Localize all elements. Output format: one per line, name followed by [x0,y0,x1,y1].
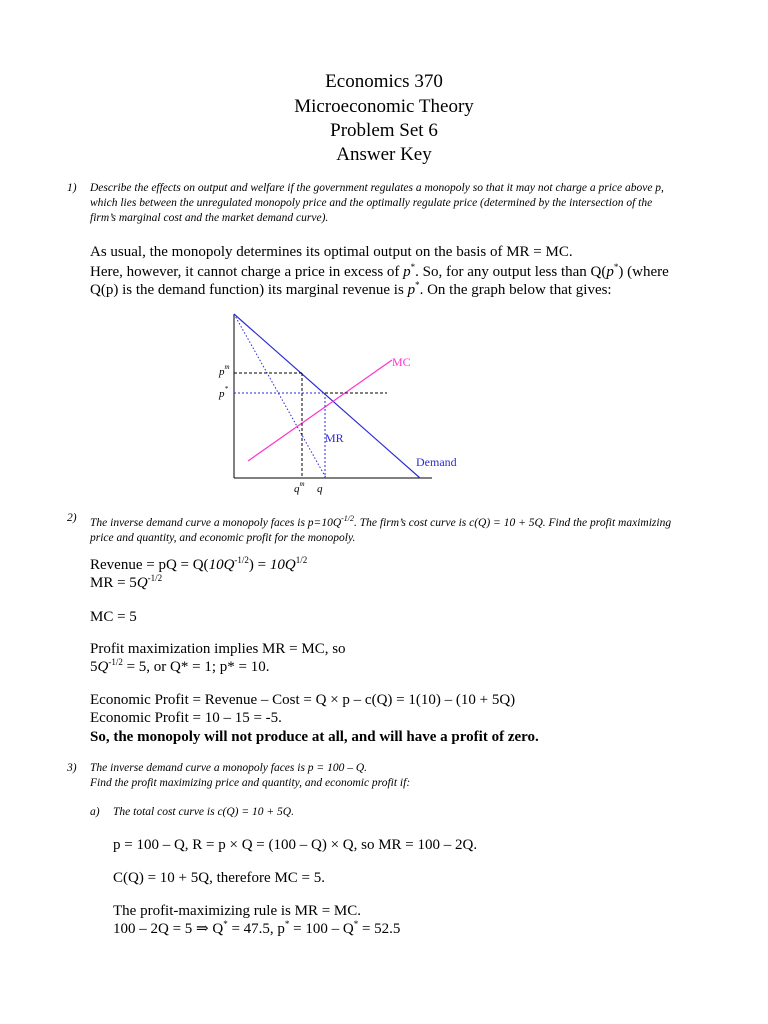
doc-title-answer-key: Answer Key [336,144,432,165]
monopoly-regulation-graph [195,300,485,500]
answer-3a-line-4: 100 – 2Q = 5 ⇒ Q* = 47.5, p* = 100 – Q* = 52.5 [113,919,401,937]
answer-2-mr: MR = $5Q^{-1/2}$ [90,573,163,591]
question-1-number: 1) [67,182,77,194]
pm-label: $p^m$ [219,363,230,378]
question-3-text-line-1: The inverse demand curve a monopoly faces is p = 100 – Q. [90,762,367,774]
demand-label: Demand [416,455,457,469]
doc-title-subject: Microeconomic Theory [294,96,474,117]
answer-2-profit-max-2: $5Q^{-1/2} = 5$, or Q* = 1; p* = 10. [90,657,270,675]
demand-curve [234,314,420,478]
answer-2-profit-max-1: Profit maximization implies MR = MC, so [90,641,346,657]
question-3-text-line-2: Find the profit maximizing price and quantity, and economic profit if: [90,777,411,789]
mr-label: MR [325,431,344,445]
question-3a-text: The total cost curve is c(Q) = 10 + 5Q. [113,806,294,818]
answer-2-conclusion: So, the monopoly will not produce at all, and will have a profit of zero. [90,729,539,745]
question-3-number: 3) [67,762,77,774]
question-2-number: 2) [67,512,77,524]
answer-3a-line-2: C(Q) = 10 + 5Q, therefore MC = 5. [113,870,326,886]
mc-label: MC [392,355,411,369]
doc-title-problem-set: Problem Set 6 [330,120,438,141]
question-2-text: The inverse demand curve a monopoly faces is $p=10Q^{-1/2}$. The firm’s cost curve is c(Q) = 10 + 5Q. Find the profit maximizing price and quantity, and economic profit for the monopoly. [90,514,672,544]
question-3a-letter: a) [90,806,100,818]
mr-curve [234,314,326,478]
answer-3a-line-1: p = 100 – Q, R = p × Q = (100 – Q) × Q, so MR = 100 – 2Q. [113,837,478,853]
answer-2-economic-profit-2: Economic Profit = 10 – 15 = -5. [90,710,282,726]
answer-2-economic-profit-1: Economic Profit = Revenue – Cost = Q × p – c(Q) = 1(10) – (10 + 5Q) [90,692,516,708]
answer-1-line-3: Q(p) is the demand function) its marginal revenue is p*. On the graph below that gives: [90,280,612,298]
qm-label: $q^m$ [294,480,305,495]
pstar-label: p* [219,385,228,400]
question-1-text: Describe the effects on output and welfare if the government regulates a monopoly so that it may not charge a price above p, which lies between the unregulated monopoly price and the optimally regulate price (determined by the intersection of the firm’s marginal cost and the market demand curve). [90,182,664,224]
answer-1-line-1: As usual, the monopoly determines its optimal output on the basis of MR = MC. [90,244,573,260]
answer-2-revenue: Revenue = pQ = $Q(10Q^{-1/2}) = 10Q^{1/2}$ [90,555,308,573]
answer-2-mc: MC = 5 [90,609,137,625]
doc-title-course: Economics 370 [325,71,443,92]
q-label: q [317,483,323,495]
answer-1-line-2: Here, however, it cannot charge a price in excess of p*. So, for any output less than Q(p*) (where [90,262,669,280]
mc-curve [248,360,392,461]
answer-3a-line-3: The profit-maximizing rule is MR = MC. [113,903,362,919]
